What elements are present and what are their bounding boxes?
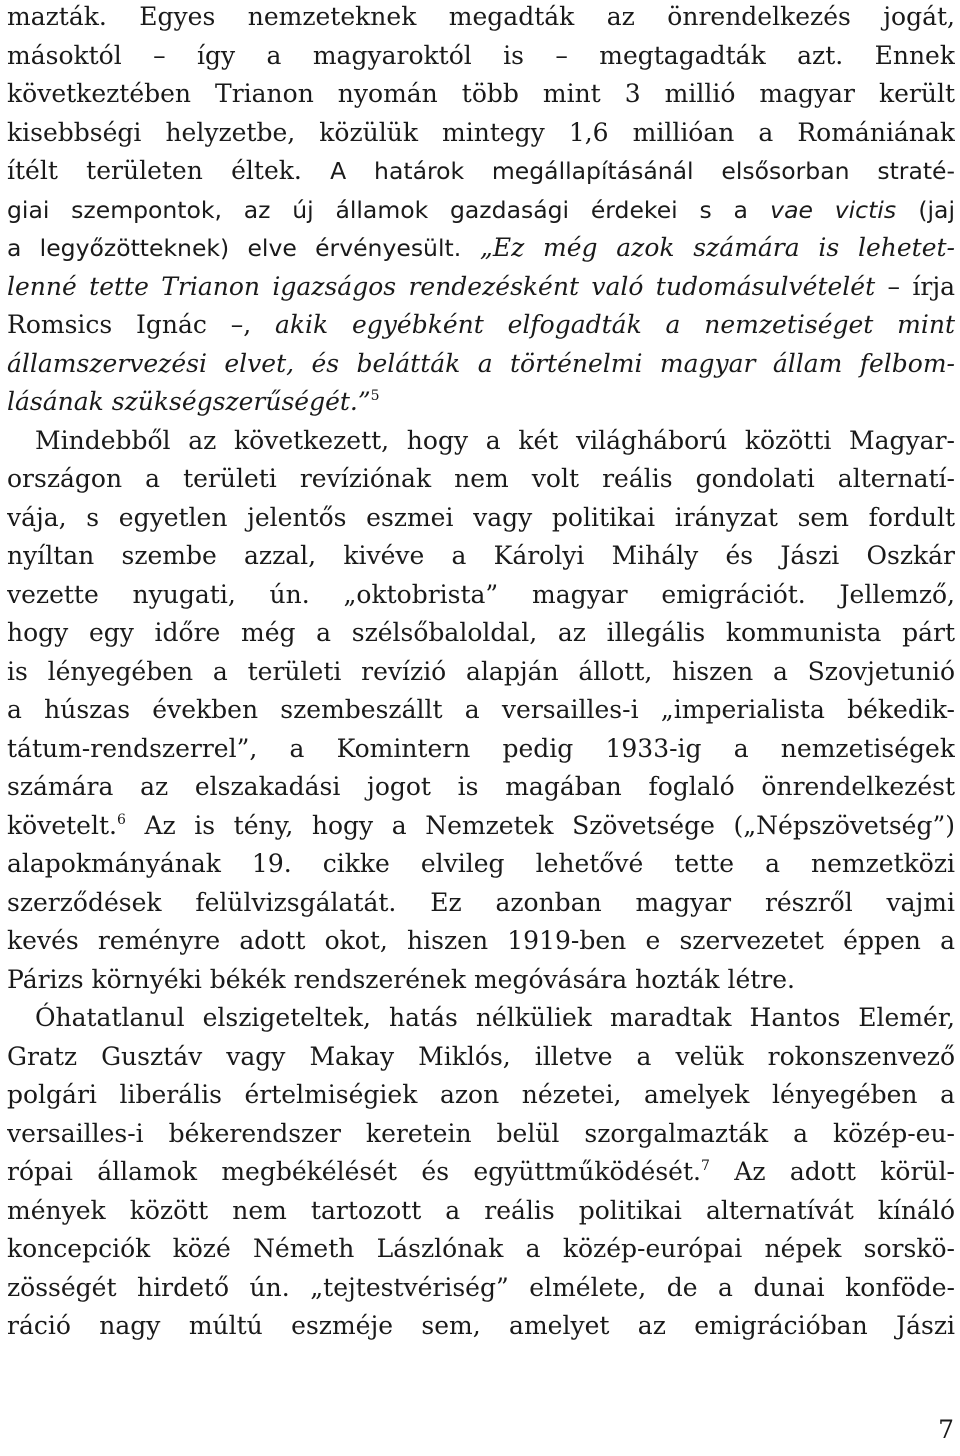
- text-line: Romsics Ignác –, akik egyébként elfogadták a nemzetiséget mint: [7, 310, 955, 339]
- text-line: tátum-rendszerrel”, a Komintern pedig 1933-ig a nemzetiségek: [7, 733, 955, 763]
- paragraph-2: [7, 422, 955, 1000]
- text-line: alapokmányának 19. cikke elvileg lehetővé tette a nemzetközi: [7, 849, 955, 878]
- quoted-sans-text: A határok megállapításánál elsősorban straté-: [330, 157, 955, 185]
- text-line: ráció nagy múltú eszméje sem, amelyet az emigrációban Jászi: [7, 1311, 955, 1340]
- text-line: rópai államok megbékélését és együttműködését.$^7$ Az adott körül-: [7, 1157, 955, 1186]
- text-line: követelt.$^6$ Az is tény, hogy a Nemzetek Szövetsége („Népszövetség”): [7, 810, 955, 840]
- text-line: vája, s egyetlen jelentős eszmei vagy politikai irányzat sem fordult: [7, 502, 955, 532]
- text-line: zösségét hirdető ún. „tejtestvériség” elmélete, de a dunai konföde-: [7, 1272, 955, 1302]
- text-line: a húszas években szembeszállt a versailles-i „imperialista békedik-: [7, 695, 955, 724]
- text-line: mazták. Egyes nemzeteknek megadták az önrendelkezés jogát,: [7, 2, 955, 31]
- text-line: országon a területi revíziónak nem volt reális gondolati alternatí-: [7, 464, 955, 493]
- paragraph-3: [7, 999, 955, 1346]
- text-line: [7, 345, 955, 384]
- text-line: Gratz Gusztáv vagy Makay Miklós, illetve a velük rokonszenvező: [7, 1041, 955, 1071]
- page-number: 7: [938, 1415, 954, 1444]
- text-line: vezette nyugati, ún. „oktobrista” magyar emigrációt. Jellemző,: [7, 579, 955, 609]
- latin-phrase: vae victis: [770, 195, 897, 224]
- text-line: másoktól – így a magyaroktól is – megtagadták azt. Ennek: [7, 40, 955, 70]
- text-line: lenné tette Trianon igazságos rendezésként való tudomásulvételét – írja: [7, 271, 955, 301]
- text-line: [7, 383, 955, 422]
- quotation: akik egyébként elfogadták a nemzetiséget mint: [275, 310, 955, 339]
- text-line: mények között nem tartozott a reális politikai alternatívát kínáló: [7, 1195, 955, 1225]
- footnote-ref[interactable]: 7: [700, 1158, 710, 1174]
- quotation: „Ez még azok számára is lehetet-: [479, 233, 955, 262]
- text-line: számára az elszakadási jogot is magában foglaló önrendelkezést: [7, 772, 955, 801]
- document-page: [7, 0, 955, 1346]
- text-line: versailles-i békerendszer keretein belül szorgalmazták a közép-eu-: [7, 1118, 955, 1148]
- quotation: lenné tette Trianon igazságos rendezésként való tudomásulvételét: [7, 271, 876, 301]
- footnote-ref[interactable]: 6: [116, 811, 126, 828]
- text-line: szerződések felülvizsgálatát. Ez azonban magyar részről vajmi: [7, 887, 955, 917]
- paragraph-1: [7, 0, 955, 422]
- text-line: hogy egy időre még a szélsőbaloldal, az illegális kommunista párt: [7, 618, 955, 647]
- text-line: giai szempontok, az új államok gazdasági érdekei s a vae victis (jaj: [7, 195, 955, 224]
- text-line: is lényegében a területi revízió alapján állott, hiszen a Szovjetunió: [7, 656, 955, 686]
- text-line: következtében Trianon nyomán több mint 3 millió magyar került: [7, 79, 955, 108]
- quotation: államszervezési elvet, és belátták a történelmi magyar állam felbom-: [7, 348, 955, 378]
- footnote-ref[interactable]: 5: [370, 388, 380, 404]
- text-line: polgári liberális értelmiségiek azon nézetei, amelyek lényegében a: [7, 1080, 955, 1109]
- text-line: kisebbségi helyzetbe, közülük mintegy 1,6 millióan a Romániának: [7, 117, 955, 147]
- text-line: Párizs környéki békék rendszerének megóvására hozták létre.: [7, 964, 796, 994]
- quotation: lásának szükségszerűségét.”: [7, 387, 371, 416]
- text-line: nyíltan szembe azzal, kivéve a Károlyi Mihály és Jászi Oszkár: [7, 541, 955, 570]
- text-line: Óhatatlanul elszigeteltek, hatás nélküliek maradtak Hantos Elemér,: [35, 1003, 955, 1032]
- text-line: ítélt területen éltek. A határok megállapításánál elsősorban straté-: [7, 156, 955, 185]
- text-line: a legyőzötteknek) elve érvényesült. „Ez még azok számára is lehetet-: [7, 233, 955, 262]
- text-line: koncepciók közé Németh Lászlónak a közép-európai népek sorskö-: [7, 1234, 955, 1263]
- text-line: Mindebből az következett, hogy a két világháború közötti Magyar-: [35, 425, 955, 455]
- text-line: kevés reményre adott okot, hiszen 1919-ben e szervezetet éppen a: [7, 926, 955, 955]
